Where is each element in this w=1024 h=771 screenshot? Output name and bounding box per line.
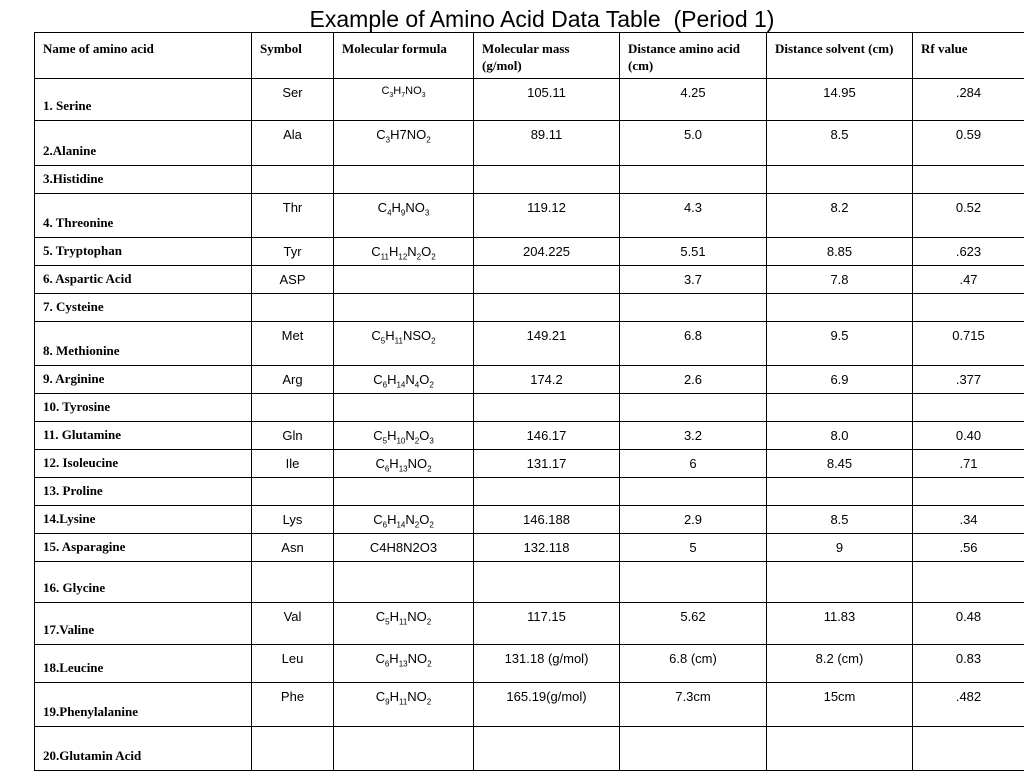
table-row (35, 294, 1024, 322)
row-rf (913, 478, 1024, 506)
row-formula: $C_6H_{14}N_4O_2$ (334, 366, 474, 394)
header-mass: Molecular mass (g/mol) (474, 33, 620, 79)
row-distance-amino (620, 166, 767, 194)
row-rf: .284 (913, 79, 1024, 121)
row-formula: $C_9H_{11}NO_2$ (334, 683, 474, 727)
row-symbol: Leu (252, 645, 334, 683)
row-name: 14.Lysine (35, 506, 252, 534)
row-mass: 149.21 (474, 322, 620, 366)
row-distance-amino (620, 394, 767, 422)
row-distance-amino: 2.6 (620, 366, 767, 394)
table-row (35, 121, 1024, 166)
row-rf: .377 (913, 366, 1024, 394)
row-name: 11. Glutamine (35, 422, 252, 450)
row-distance-solvent: 8.5 (767, 121, 913, 166)
row-rf (913, 394, 1024, 422)
row-rf: .623 (913, 238, 1024, 266)
row-name: 2.Alanine (35, 121, 252, 166)
row-distance-solvent: 8.85 (767, 238, 913, 266)
row-name: 6. Aspartic Acid (35, 266, 252, 294)
row-formula (334, 394, 474, 422)
row-mass: 132.118 (474, 534, 620, 562)
table-row (35, 79, 1024, 121)
row-distance-solvent (767, 727, 913, 771)
row-distance-solvent: 15cm (767, 683, 913, 727)
row-distance-amino: 2.9 (620, 506, 767, 534)
row-mass (474, 478, 620, 506)
row-symbol (252, 727, 334, 771)
row-name: 18.Leucine (35, 645, 252, 683)
table-row (35, 366, 1024, 394)
row-mass: 117.15 (474, 603, 620, 645)
row-distance-solvent (767, 294, 913, 322)
row-distance-solvent (767, 166, 913, 194)
row-name: 9. Arginine (35, 366, 252, 394)
row-formula: $C_6H_{14}N_2O_2$ (334, 506, 474, 534)
row-rf (913, 294, 1024, 322)
row-mass (474, 394, 620, 422)
row-symbol: Ile (252, 450, 334, 478)
row-distance-solvent (767, 562, 913, 603)
row-mass: 146.188 (474, 506, 620, 534)
row-distance-solvent: 6.9 (767, 366, 913, 394)
header-formula: Molecular formula (334, 33, 474, 79)
row-distance-amino: 3.2 (620, 422, 767, 450)
row-rf (913, 562, 1024, 603)
row-mass: 105.11 (474, 79, 620, 121)
row-formula (334, 727, 474, 771)
table-row (35, 238, 1024, 266)
row-formula (334, 562, 474, 603)
row-rf: .71 (913, 450, 1024, 478)
row-distance-solvent: 8.0 (767, 422, 913, 450)
header-distance-solvent: Distance solvent (cm) (767, 33, 913, 79)
row-mass: 146.17 (474, 422, 620, 450)
row-formula: $C_5H_{10}N_2O_3$ (334, 422, 474, 450)
row-rf: 0.40 (913, 422, 1024, 450)
row-formula: $C_5H_{11}NSO_2$ (334, 322, 474, 366)
table-row (35, 603, 1024, 645)
row-rf: 0.59 (913, 121, 1024, 166)
row-rf: 0.83 (913, 645, 1024, 683)
row-distance-amino (620, 562, 767, 603)
row-formula: $C_5H_{11}NO_2$ (334, 603, 474, 645)
row-name: 16. Glycine (35, 562, 252, 603)
row-name: 1. Serine (35, 79, 252, 121)
table-row (35, 727, 1024, 771)
row-mass: 204.225 (474, 238, 620, 266)
row-mass: 174.2 (474, 366, 620, 394)
row-distance-solvent: 8.45 (767, 450, 913, 478)
row-name: 17.Valine (35, 603, 252, 645)
row-rf: .47 (913, 266, 1024, 294)
header-row (35, 33, 1024, 79)
row-distance-solvent: 7.8 (767, 266, 913, 294)
row-mass (474, 727, 620, 771)
row-distance-amino: 5 (620, 534, 767, 562)
row-distance-solvent: 8.2 (cm) (767, 645, 913, 683)
row-mass (474, 166, 620, 194)
row-symbol: Tyr (252, 238, 334, 266)
table-row (35, 478, 1024, 506)
row-name: 10. Tyrosine (35, 394, 252, 422)
table-row (35, 506, 1024, 534)
row-distance-amino (620, 294, 767, 322)
row-distance-solvent: 9.5 (767, 322, 913, 366)
row-distance-amino (620, 727, 767, 771)
row-formula: C4H8N2O3 (334, 534, 474, 562)
row-mass: 119.12 (474, 194, 620, 238)
row-mass: 131.18 (g/mol) (474, 645, 620, 683)
row-formula (334, 166, 474, 194)
row-symbol: Lys (252, 506, 334, 534)
row-distance-amino: 4.25 (620, 79, 767, 121)
row-distance-amino: 7.3cm (620, 683, 767, 727)
row-formula (334, 294, 474, 322)
row-distance-amino: 6.8 (620, 322, 767, 366)
row-rf: 0.48 (913, 603, 1024, 645)
row-formula: $C_3H_7NO_3$ (334, 79, 474, 121)
table-row (35, 194, 1024, 238)
row-symbol (252, 166, 334, 194)
row-name: 12. Isoleucine (35, 450, 252, 478)
row-name: 13. Proline (35, 478, 252, 506)
row-symbol: Ala (252, 121, 334, 166)
row-symbol: Met (252, 322, 334, 366)
row-mass (474, 266, 620, 294)
table-row (35, 534, 1024, 562)
row-mass: 89.11 (474, 121, 620, 166)
row-distance-solvent: 8.5 (767, 506, 913, 534)
table-row (35, 166, 1024, 194)
row-symbol: Arg (252, 366, 334, 394)
table-row (35, 266, 1024, 294)
table-row (35, 683, 1024, 727)
row-distance-amino: 5.62 (620, 603, 767, 645)
row-symbol: Ser (252, 79, 334, 121)
row-symbol (252, 562, 334, 603)
row-rf: .34 (913, 506, 1024, 534)
row-distance-solvent (767, 394, 913, 422)
row-symbol: Gln (252, 422, 334, 450)
amino-acid-table (34, 32, 1024, 771)
row-rf (913, 727, 1024, 771)
row-name: 4. Threonine (35, 194, 252, 238)
row-formula: $C_6H_{13}NO_2$ (334, 645, 474, 683)
table-row (35, 645, 1024, 683)
row-formula: $C_{11}H_{12}N_2O_2$ (334, 238, 474, 266)
row-formula: $C_4H_9NO_3$ (334, 194, 474, 238)
row-symbol: Val (252, 603, 334, 645)
row-distance-solvent: 11.83 (767, 603, 913, 645)
table-row (35, 450, 1024, 478)
row-name: 7. Cysteine (35, 294, 252, 322)
header-rf: Rf value (913, 33, 1024, 79)
row-symbol: Phe (252, 683, 334, 727)
row-rf: .56 (913, 534, 1024, 562)
row-symbol (252, 294, 334, 322)
row-distance-amino: 5.0 (620, 121, 767, 166)
row-name: 20.Glutamin Acid (35, 727, 252, 771)
row-formula: $C_6H_{13}NO_2$ (334, 450, 474, 478)
row-formula (334, 266, 474, 294)
row-symbol: Thr (252, 194, 334, 238)
header-name: Name of amino acid (35, 33, 252, 79)
row-distance-solvent: 8.2 (767, 194, 913, 238)
row-symbol: ASP (252, 266, 334, 294)
row-symbol: Asn (252, 534, 334, 562)
row-formula (334, 478, 474, 506)
row-formula: $C_3H7NO_2$ (334, 121, 474, 166)
row-distance-amino: 3.7 (620, 266, 767, 294)
row-name: 8. Methionine (35, 322, 252, 366)
row-name: 5. Tryptophan (35, 238, 252, 266)
row-rf (913, 166, 1024, 194)
row-name: 15. Asparagine (35, 534, 252, 562)
row-mass: 131.17 (474, 450, 620, 478)
row-mass: 165.19(g/mol) (474, 683, 620, 727)
header-symbol: Symbol (252, 33, 334, 79)
page-title: Example of Amino Acid Data Table (Period 1) (0, 6, 1024, 33)
row-distance-amino: 5.51 (620, 238, 767, 266)
row-distance-solvent: 14.95 (767, 79, 913, 121)
row-name: 19.Phenylalanine (35, 683, 252, 727)
table-row (35, 422, 1024, 450)
row-rf: .482 (913, 683, 1024, 727)
row-rf: 0.52 (913, 194, 1024, 238)
row-rf: 0.715 (913, 322, 1024, 366)
table-row (35, 562, 1024, 603)
row-distance-amino: 6 (620, 450, 767, 478)
row-distance-amino: 4.3 (620, 194, 767, 238)
row-distance-amino (620, 478, 767, 506)
table-row (35, 394, 1024, 422)
row-symbol (252, 394, 334, 422)
header-distance-amino: Distance amino acid (cm) (620, 33, 767, 79)
row-mass (474, 562, 620, 603)
row-distance-amino: 6.8 (cm) (620, 645, 767, 683)
row-mass (474, 294, 620, 322)
row-distance-solvent: 9 (767, 534, 913, 562)
row-symbol (252, 478, 334, 506)
row-distance-solvent (767, 478, 913, 506)
table-row (35, 322, 1024, 366)
row-name: 3.Histidine (35, 166, 252, 194)
